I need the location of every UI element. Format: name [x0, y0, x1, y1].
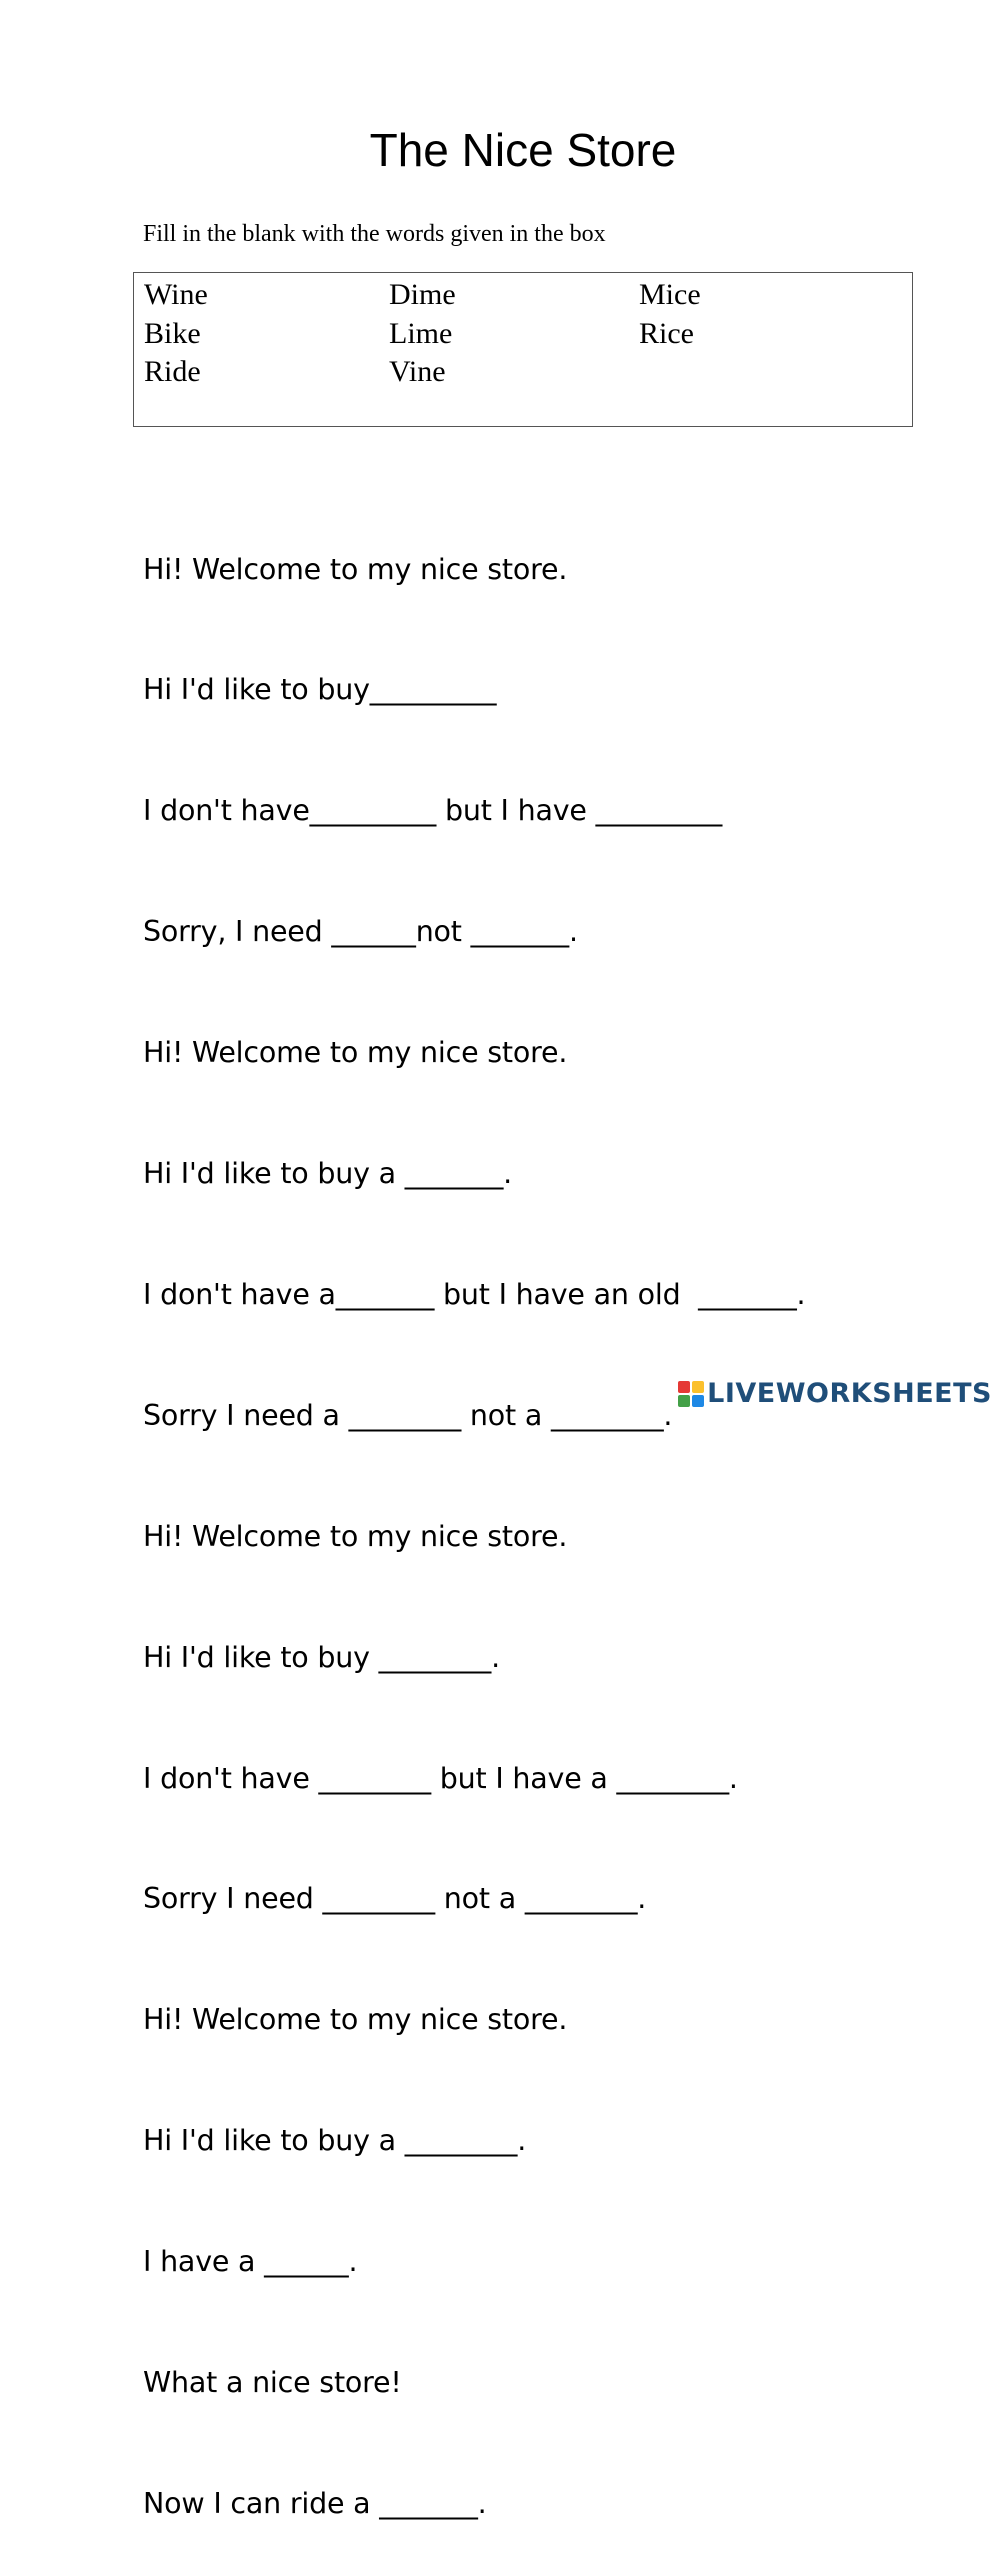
word-bank-item: Mice: [639, 278, 701, 311]
logo-square-green: [678, 1395, 690, 1407]
liveworksheets-logo-text: LIVEWORKSHEETS: [707, 1378, 992, 1409]
logo-square-blue: [692, 1395, 704, 1407]
word-bank-item: Bike: [144, 316, 201, 350]
dialogue-line: Hi I'd like to buy a ________.: [143, 2124, 527, 2158]
dialogue-line: Sorry, I need ______not _______.: [143, 915, 578, 949]
dialogue-line: Hi! Welcome to my nice store.: [143, 1036, 568, 1070]
word-bank-box: [133, 272, 913, 427]
dialogue-line: Sorry I need ________ not a ________.: [143, 1882, 647, 1916]
liveworksheets-logo-icon: [678, 1381, 704, 1407]
word-bank-item: Rice: [639, 316, 694, 350]
dialogue-line: What a nice store!: [143, 2365, 402, 2399]
dialogue-list: [143, 469, 805, 2564]
dialogue-line: Sorry I need a ________ not a ________.: [143, 1398, 673, 1432]
dialogue-line: Hi! Welcome to my nice store.: [143, 2003, 568, 2037]
word-bank-item-empty: [639, 353, 839, 392]
dialogue-line: I don't have_________ but I have _________: [143, 794, 723, 828]
word-bank-item: Dime: [389, 278, 456, 311]
logo-square-red: [678, 1381, 690, 1393]
dialogue-line: Hi I'd like to buy ________.: [143, 1640, 500, 1674]
dialogue-line: Hi! Welcome to my nice store.: [143, 1519, 568, 1553]
dialogue-line: I don't have ________ but I have a ________.: [143, 1761, 738, 1795]
word-bank-item: Vine: [389, 355, 446, 388]
word-bank-item: Lime: [389, 316, 453, 350]
liveworksheets-logo[interactable]: [678, 1380, 992, 1407]
dialogue-line: I don't have a_______ but I have an old _______.: [143, 1277, 806, 1311]
dialogue-line: Now I can ride a _______.: [143, 2486, 487, 2520]
instruction-text: Fill in the blank with the words given in the box: [143, 221, 606, 247]
worksheet-title: The Nice Store: [369, 123, 677, 176]
word-bank-grid: [144, 276, 839, 392]
dialogue-line: Hi! Welcome to my nice store.: [143, 552, 568, 586]
dialogue-line: I have a ______.: [143, 2245, 358, 2279]
word-bank-item: Wine: [144, 278, 208, 311]
dialogue-line: Hi I'd like to buy a _______.: [143, 1157, 513, 1191]
word-bank-item: Ride: [144, 355, 201, 388]
logo-square-yellow: [692, 1381, 704, 1393]
dialogue-line: Hi I'd like to buy_________: [143, 673, 497, 707]
